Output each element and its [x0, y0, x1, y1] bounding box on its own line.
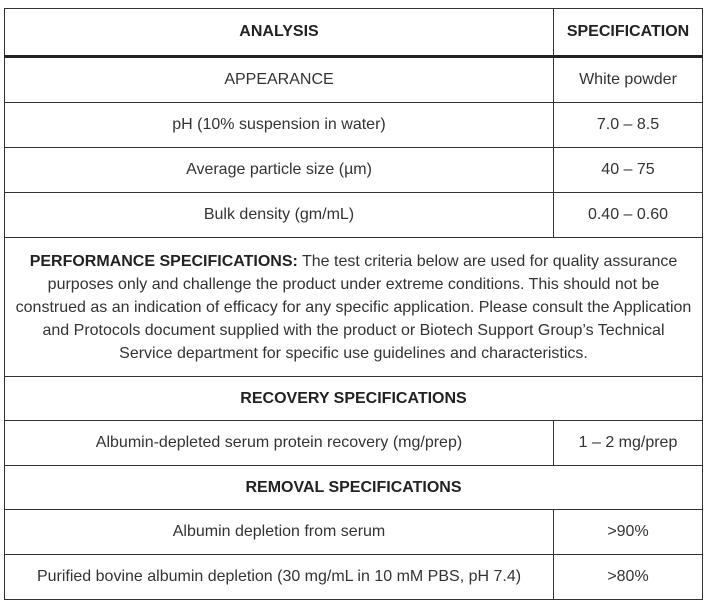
table-row [5, 510, 703, 555]
header-analysis: ANALYSIS [5, 9, 554, 57]
row-spec: >80% [554, 555, 703, 600]
performance-title: PERFORMANCE SPECIFICATIONS: [29, 252, 298, 270]
table-row [5, 57, 703, 103]
recovery-section-row [5, 377, 703, 421]
row-spec: White powder [554, 57, 703, 103]
performance-paragraph [5, 238, 703, 377]
performance-row [5, 238, 703, 377]
row-analysis: APPEARANCE [5, 57, 554, 103]
header-specification: SPECIFICATION [554, 9, 703, 57]
row-spec: 40 – 75 [554, 148, 703, 193]
table-row [5, 555, 703, 600]
table-row [5, 148, 703, 193]
row-spec: >90% [554, 510, 703, 555]
removal-title: REMOVAL SPECIFICATIONS [5, 466, 703, 510]
table-row [5, 103, 703, 148]
row-spec: 1 – 2 mg/prep [554, 421, 703, 466]
table-row [5, 193, 703, 238]
recovery-title: RECOVERY SPECIFICATIONS [5, 377, 703, 421]
specification-table [4, 8, 703, 600]
table-row [5, 421, 703, 466]
performance-text: The test criteria below are used for quality assurance purposes only and challenge the product under extreme conditions. This should not be construed as an indication of efficacy for any specific application. Please consult the Application and Protocols document supplied with the product or Biotech Support Group’s Technical Service department for specific use guidelines and characteristics. [15, 252, 692, 362]
removal-section-row [5, 466, 703, 510]
row-spec: 0.40 – 0.60 [554, 193, 703, 238]
row-analysis: pH (10% suspension in water) [5, 103, 554, 148]
row-analysis: Albumin depletion from serum [5, 510, 554, 555]
table-header-row [5, 9, 703, 57]
row-analysis: Average particle size (µm) [5, 148, 554, 193]
row-analysis: Albumin-depleted serum protein recovery (mg/prep) [5, 421, 554, 466]
row-spec: 7.0 – 8.5 [554, 103, 703, 148]
row-analysis: Bulk density (gm/mL) [5, 193, 554, 238]
row-analysis: Purified bovine albumin depletion (30 mg/mL in 10 mM PBS, pH 7.4) [5, 555, 554, 600]
